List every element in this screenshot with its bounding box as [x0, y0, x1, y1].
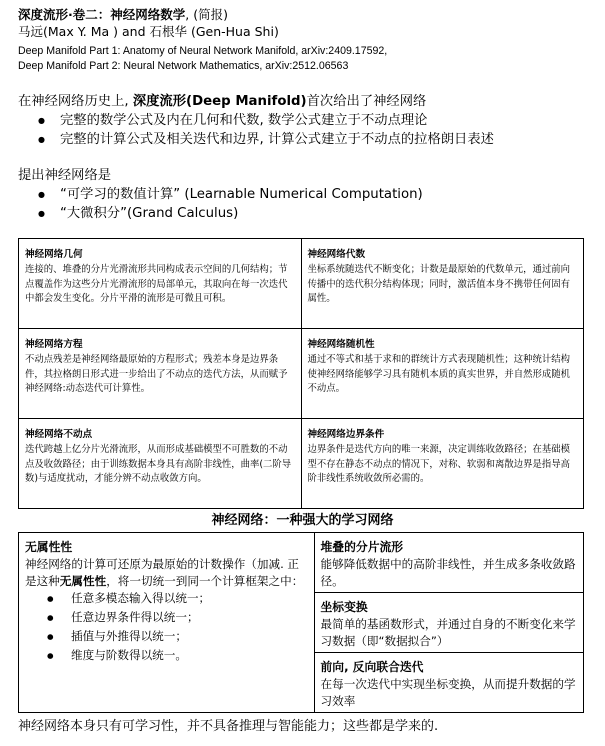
cell-body: 最简单的基函数形式，并通过自身的不断变化来学习数据（即“数据拟合”）: [320, 617, 576, 648]
unification-list: [25, 589, 308, 665]
document-title: [18, 6, 593, 23]
list-item: ● 完整的计算公式及相关迭代和边界, 计算公式建立于不动点的拉格朗日表述: [18, 130, 593, 149]
cell-title: 神经网络代数: [307, 249, 366, 260]
grid-cell-boundary: [301, 419, 584, 509]
intro-section: [18, 92, 593, 149]
intro-bullet-list: [18, 111, 593, 149]
proposal-bullet-list: [18, 185, 593, 223]
grid-cell-fixed-point: [19, 419, 302, 509]
list-item: ● 完整的数学公式及内在几何和代数, 数学公式建立于不动点理论: [18, 111, 593, 130]
cell-title: 神经网络不动点: [25, 429, 93, 440]
cell-body: 迭代跨越上亿分片光滑流形，从而形成基础模型不可胜数的不动点及收敛路径；由于训练数据本身具有高阶非线性，曲率(二阶导数)与适度扰动，才能分辨不动点收敛方向。: [25, 444, 292, 485]
deep-manifold-term: 深度流形(Deep Manifold): [132, 94, 307, 109]
list-item: ● “大微积分”(Grand Calculus): [18, 204, 593, 223]
cell-body: 能够降低数据中的高阶非线性，并生成多条收敛路径。: [320, 557, 576, 588]
authors: 马远(Max Y. Ma ) and 石根华 (Gen-Hua Shi): [18, 24, 279, 39]
learning-network-table: [18, 532, 584, 713]
cell-body: 不动点残差是神经网络最原始的方程形式；残差本身是边界条件，其拉格朗日形式进一步给出了不动点的迭代方法，从而赋予神经网络:动态迭代可计算性。: [25, 354, 288, 395]
cell-title: 神经网络几何: [25, 249, 83, 260]
cell-title: 神经网络方程: [25, 339, 83, 350]
title-suffix: , (简报): [185, 7, 228, 22]
grid-cell-geometry: [19, 239, 302, 329]
cell-body: 神经网络的计算可还原为最原始的计数操作（加减. 正是这种无属性性，将一切统一到同一个计算框架之中：: [25, 557, 304, 588]
cell-title: 前向, 反向联合迭代: [320, 660, 424, 674]
list-item: ● 任意多模态输入得以统一；: [25, 589, 308, 608]
cell-title: 坐标变换: [320, 600, 368, 614]
cell-body: 通过不等式和基于求和的群统计方式表现随机性；这种统计结构使神经网络能够学习具有随机本质的真实世界，并自然形成随机不动点。: [307, 354, 571, 395]
list-item: ● 插值与外推得以统一；: [25, 627, 308, 646]
joint-iteration-cell: [314, 653, 584, 713]
cell-title: 无属性性: [25, 540, 73, 554]
references: [18, 44, 593, 74]
section-heading: 神经网络：一种强大的学习网络: [211, 513, 394, 528]
cell-body: 在每一次迭代中实现坐标变换，从而提升数据的学习效率: [320, 677, 576, 708]
concept-grid-table: [18, 238, 584, 509]
grid-cell-randomness: [301, 329, 584, 419]
list-item: ● 维度与阶数得以统一。: [25, 646, 308, 665]
intro-lead: 在神经网络历史上, 深度流形(Deep Manifold)首次给出了神经网络: [18, 94, 427, 109]
cell-body: 连接的、堆叠的分片光滑流形共同构成表示空间的几何结构；节点覆盖作为这些分片光滑流形的局部单元，其取向在每一次迭代中都会发生变化。分片平滑的流形是可微且可积。: [25, 264, 288, 305]
attributeless-term: 无属性性: [59, 573, 107, 588]
reference-line: Deep Manifold Part 1: Anatomy of Neural Network Manifold, arXiv:2409.17592,: [18, 45, 388, 57]
cell-title: 神经网络随机性: [307, 339, 375, 350]
header: [18, 6, 593, 74]
cell-title: 堆叠的分片流形: [320, 540, 404, 554]
cell-body: 边界条件是迭代方向的唯一来源，决定训练收敛路径；在基础模型不存在静态不动点的情况下，对称、软弱和离散边界是指导高阶非线性系统收敛所必需的。: [307, 444, 571, 485]
attributeless-cell: [19, 533, 315, 713]
cell-title: 神经网络边界条件: [307, 429, 385, 440]
stacked-manifold-cell: [314, 533, 584, 593]
coordinate-transform-cell: [314, 593, 584, 653]
proposal-lead: 提出神经网络是: [18, 168, 112, 183]
list-item: ● 任意边界条件得以统一；: [25, 608, 308, 627]
reference-line: Deep Manifold Part 2: Neural Network Mathematics, arXiv:2512.06563: [18, 60, 349, 72]
footer-note: 神经网络本身只有可学习性，并不具备推理与智能能力；这些都是学来的.: [18, 719, 439, 734]
proposal-section: [18, 166, 593, 223]
grid-cell-algebra: [301, 239, 584, 329]
list-item: ● “可学习的数值计算” (Learnable Numerical Computation): [18, 185, 593, 204]
title-bold: 深度流形·卷二：神经网络数学: [18, 7, 186, 22]
cell-body: 坐标系统随迭代不断变化；计数是最原始的代数单元，通过前向传播中的迭代积分结构体现；同时，激活值本身不携带任何固有属性。: [307, 264, 571, 305]
grid-cell-equation: [19, 329, 302, 419]
